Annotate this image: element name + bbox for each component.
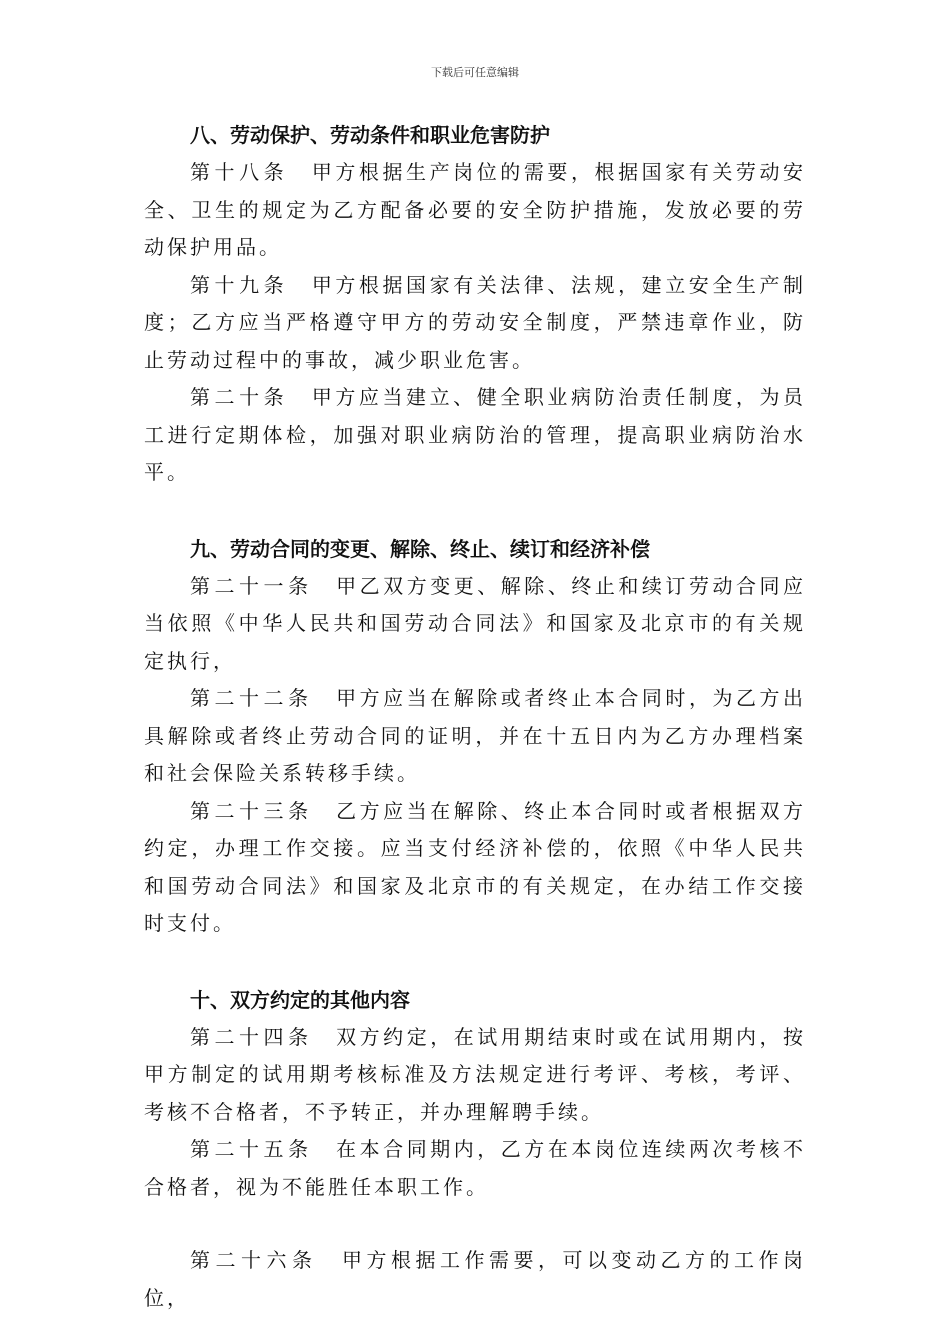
article-number: 第二十条 xyxy=(190,385,289,409)
section-title: 八、劳动保护、劳动条件和职业危害防护 xyxy=(190,123,550,147)
article-20 xyxy=(144,379,806,492)
section-title: 九、劳动合同的变更、解除、终止、续订和经济补偿 xyxy=(190,536,650,561)
article-22 xyxy=(144,680,806,793)
article-number: 第十八条 xyxy=(190,160,289,184)
article-23 xyxy=(144,793,806,943)
page-header-note: 下载后可任意编辑 xyxy=(431,66,519,79)
document-body xyxy=(144,116,806,1317)
article-18 xyxy=(144,154,806,267)
article-text: 甲方根据国家有关法律、法规，建立安全生产制度；乙方应当严格遵守甲方的劳动安全制度，严禁违章作业，防止劳动过程中的事故，减少职业危害。 xyxy=(144,272,807,372)
article-24 xyxy=(144,1019,806,1132)
article-number: 第十九条 xyxy=(190,272,289,297)
article-text: 乙方应当在解除、终止本合同时或者根据双方约定，办理工作交接。应当支付经济补偿的，依照《中华人民共和国劳动合同法》和国家及北京市的有关规定，在办结工作交接时支付。 xyxy=(144,798,807,935)
section-spacer xyxy=(144,943,806,981)
article-text: 甲乙双方变更、解除、终止和续订劳动合同应当依照《中华人民共和国劳动合同法》和国家及北京市的有关规定执行， xyxy=(144,573,807,673)
paragraph-spacer xyxy=(144,1206,806,1242)
article-21 xyxy=(144,568,806,681)
article-25 xyxy=(144,1131,806,1206)
article-text: 在本合同期内，乙方在本岗位连续两次考核不合格者，视为不能胜任本职工作。 xyxy=(144,1137,807,1199)
article-number: 第二十五条 xyxy=(190,1137,313,1161)
article-number: 第二十一条 xyxy=(190,573,313,598)
article-text: 甲方应当在解除或者终止本合同时，为乙方出具解除或者终止劳动合同的证明，并在十五日内为乙方办理档案和社会保险关系转移手续。 xyxy=(144,686,807,785)
article-number: 第二十六条 xyxy=(190,1248,318,1272)
section-title: 十、双方约定的其他内容 xyxy=(190,987,410,1012)
article-number: 第二十三条 xyxy=(190,798,313,823)
article-number: 第二十二条 xyxy=(190,686,313,710)
article-26 xyxy=(144,1242,806,1317)
article-text: 双方约定，在试用期结束时或在试用期内，按甲方制定的试用期考核标准及方法规定进行考评、考核，考评、考核不合格者，不予转正，并办理解聘手续。 xyxy=(144,1024,807,1124)
section-spacer xyxy=(144,492,806,530)
article-text: 甲方根据生产岗位的需要，根据国家有关劳动安全、卫生的规定为乙方配备必要的安全防护措施，发放必要的劳动保护用品。 xyxy=(144,160,807,259)
article-text: 甲方应当建立、健全职业病防治责任制度，为员工进行定期体检，加强对职业病防治的管理，提高职业病防治水平。 xyxy=(144,385,807,484)
article-text: 甲方根据工作需要，可以变动乙方的工作岗位， xyxy=(144,1248,806,1310)
article-19 xyxy=(144,267,806,380)
article-number: 第二十四条 xyxy=(190,1024,313,1049)
